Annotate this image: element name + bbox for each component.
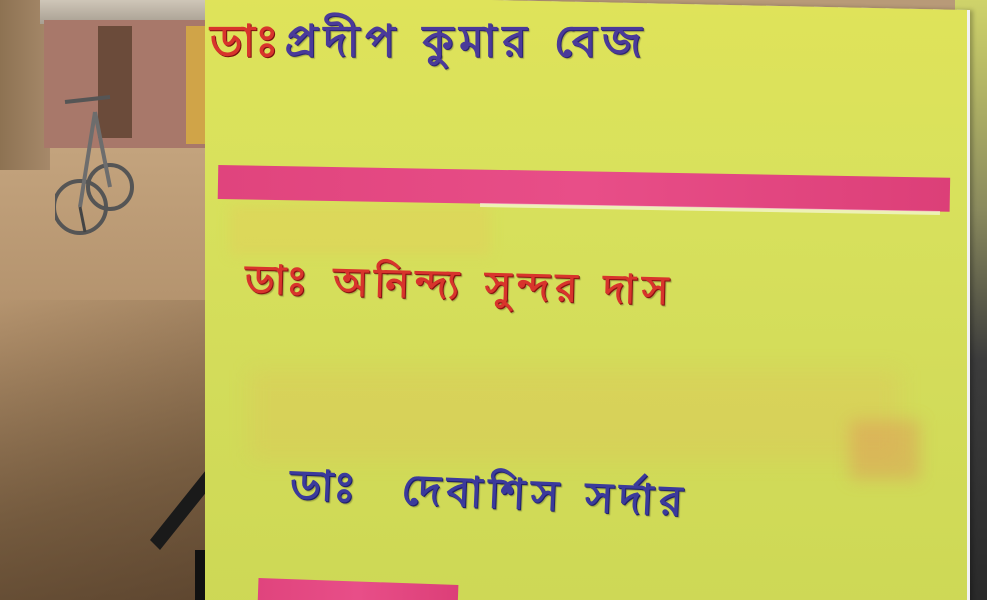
doctor-title: ডাঃ (210, 16, 285, 67)
doctor-title: ডাঃ (289, 460, 363, 512)
bicycle (55, 82, 135, 242)
doctor-name-2: ডাঃ অনিন্দ্য সুন্দর দাস (244, 257, 675, 315)
doctor-name: দেবাশিস সর্দার (400, 464, 690, 526)
mud-wall (0, 0, 50, 170)
paint-smudge (250, 370, 900, 460)
doctor-name-1 (210, 8, 648, 81)
paint-smudge (230, 205, 490, 255)
paint-smudge (850, 420, 920, 480)
doctor-name: প্রদীপ কুমার বেজ (284, 16, 648, 67)
